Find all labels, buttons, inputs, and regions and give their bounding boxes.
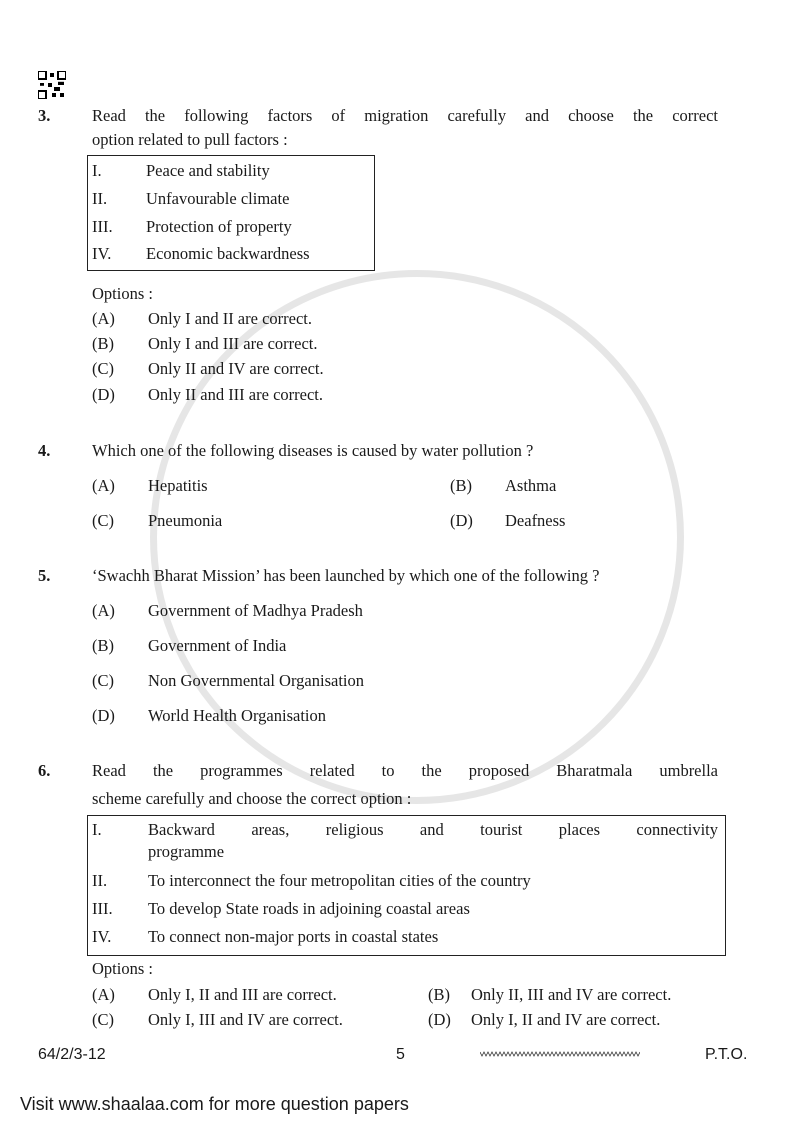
item-label: IV. xyxy=(92,927,112,946)
option-text: Only I, III and IV are correct. xyxy=(148,1010,343,1029)
option-text: Hepatitis xyxy=(148,476,208,495)
item-text: Protection of property xyxy=(146,217,292,236)
item-text: To develop State roads in adjoining coastal areas xyxy=(148,899,470,918)
option-label: (A) xyxy=(92,309,115,328)
option-label: (B) xyxy=(92,334,114,353)
item-label: III. xyxy=(92,899,113,918)
item-text: Economic backwardness xyxy=(146,244,310,263)
qr-code-icon xyxy=(38,71,66,99)
question-text: Read the following factors of migration carefully and choose the correct xyxy=(92,106,718,125)
option-label: (A) xyxy=(92,985,115,1004)
item-text: Backward areas, religious and tourist places connectivity xyxy=(148,820,718,839)
question-text: ‘Swachh Bharat Mission’ has been launched by which one of the following ? xyxy=(92,566,600,585)
item-text: Peace and stability xyxy=(146,161,270,180)
item-label: I. xyxy=(92,161,102,180)
question-text: Which one of the following diseases is caused by water pollution ? xyxy=(92,441,534,460)
option-text: Government of Madhya Pradesh xyxy=(148,601,363,620)
question-number: 5. xyxy=(38,566,51,585)
question-text: Read the programmes related to the proposed Bharatmala umbrella xyxy=(92,761,718,780)
option-label: (C) xyxy=(92,671,114,690)
paper-code: 64/2/3-12 xyxy=(38,1046,106,1063)
item-text: To interconnect the four metropolitan cities of the country xyxy=(148,871,531,890)
option-label: (B) xyxy=(450,476,472,495)
option-text: Asthma xyxy=(505,476,557,495)
option-text: World Health Organisation xyxy=(148,706,326,725)
item-text: Unfavourable climate xyxy=(146,189,290,208)
option-label: (A) xyxy=(92,601,115,620)
option-text: Non Governmental Organisation xyxy=(148,671,364,690)
option-text: Only I and III are correct. xyxy=(148,334,318,353)
option-text: Pneumonia xyxy=(148,511,223,530)
options-heading: Options : xyxy=(92,284,153,303)
option-text: Only II, III and IV are correct. xyxy=(471,985,672,1004)
squiggle-line-icon xyxy=(480,1050,640,1058)
option-label: (B) xyxy=(428,985,450,1004)
item-label: II. xyxy=(92,189,108,208)
option-label: (D) xyxy=(428,1010,451,1029)
option-text: Deafness xyxy=(505,511,566,530)
option-text: Only I, II and III are correct. xyxy=(148,985,337,1004)
item-text: To connect non-major ports in coastal states xyxy=(148,927,439,946)
option-label: (B) xyxy=(92,636,114,655)
option-text: Only I and II are correct. xyxy=(148,309,312,328)
item-label: II. xyxy=(92,871,108,890)
option-text: Only II and IV are correct. xyxy=(148,359,324,378)
option-label: (D) xyxy=(92,385,115,404)
item-label: III. xyxy=(92,217,113,236)
pto-label: P.T.O. xyxy=(705,1046,748,1063)
item-label: I. xyxy=(92,820,102,839)
question-text: scheme carefully and choose the correct option : xyxy=(92,789,412,808)
option-text: Only I, II and IV are correct. xyxy=(471,1010,661,1029)
option-text: Only II and III are correct. xyxy=(148,385,323,404)
visit-line: Visit www.shaalaa.com for more question papers xyxy=(20,1094,409,1114)
options-heading: Options : xyxy=(92,959,153,978)
item-text: programme xyxy=(148,842,225,861)
option-label: (D) xyxy=(92,706,115,725)
item-label: IV. xyxy=(92,244,112,263)
option-label: (C) xyxy=(92,511,114,530)
option-label: (A) xyxy=(92,476,115,495)
option-label: (C) xyxy=(92,1010,114,1029)
page-number: 5 xyxy=(396,1046,405,1063)
option-label: (C) xyxy=(92,359,114,378)
question-number: 6. xyxy=(38,761,51,780)
option-text: Government of India xyxy=(148,636,287,655)
question-number: 3. xyxy=(38,106,51,125)
option-label: (D) xyxy=(450,511,473,530)
question-number: 4. xyxy=(38,441,51,460)
question-text: option related to pull factors : xyxy=(92,130,288,149)
